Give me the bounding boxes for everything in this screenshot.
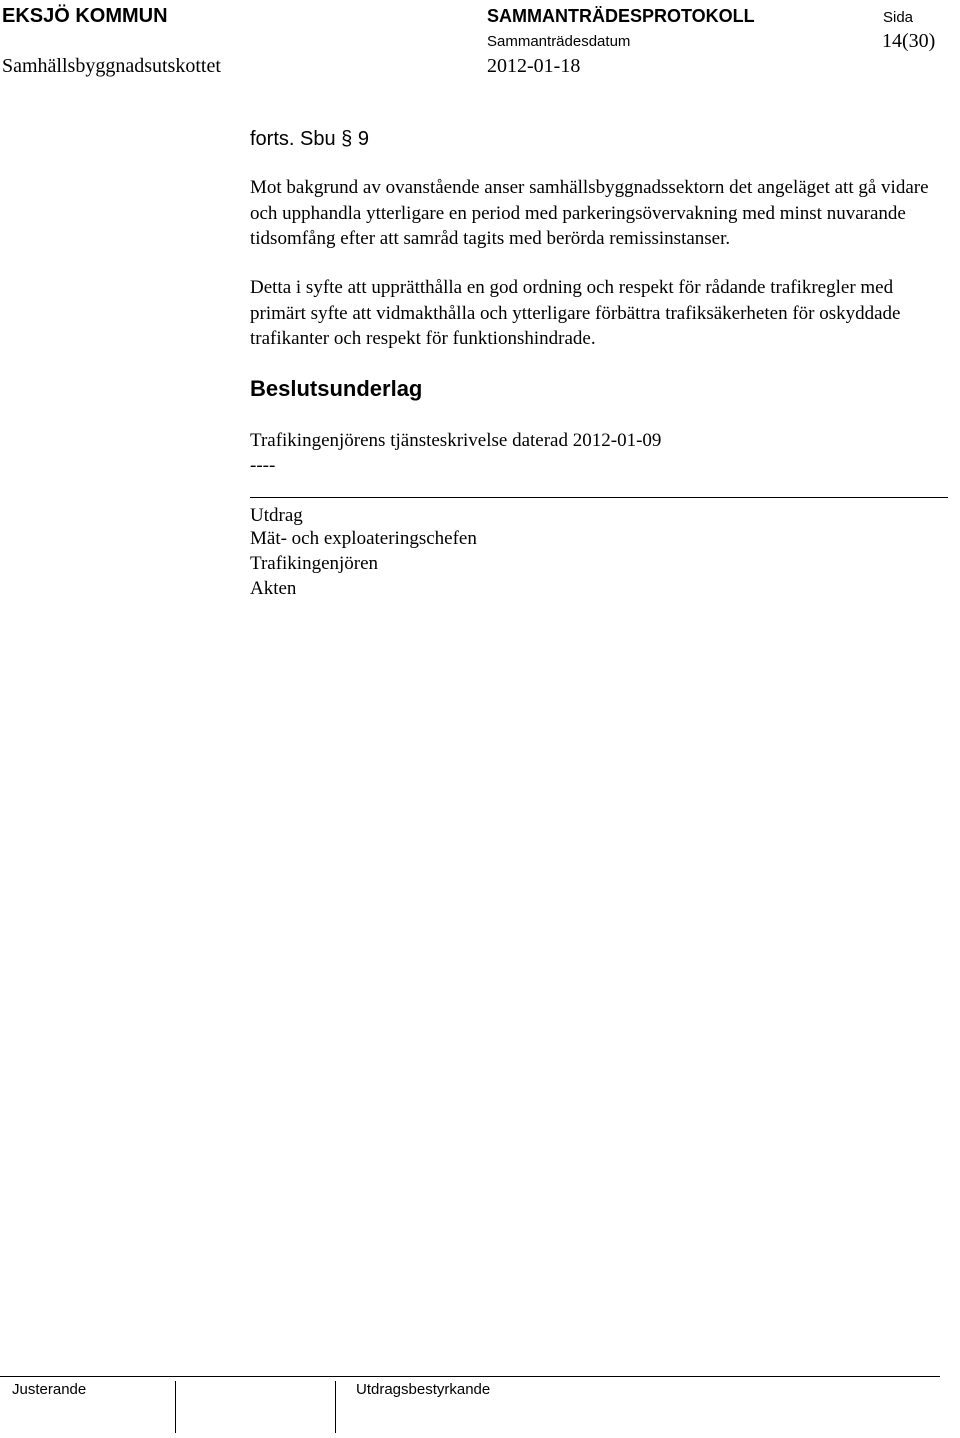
extract-label: Utdrag — [250, 505, 303, 526]
signature-box-divider — [175, 1381, 176, 1433]
dashes-separator: ---- — [250, 455, 276, 476]
meeting-date-label: Sammanträdesdatum — [487, 33, 631, 50]
decision-basis-heading: Beslutsunderlag — [250, 376, 423, 401]
footer-utdragsbestyrkande-label: Utdragsbestyrkande — [356, 1381, 491, 1398]
page-number: 14(30) — [882, 30, 936, 52]
committee-name: Samhällsbyggnadsutskottet — [2, 55, 221, 77]
footer-divider — [0, 1376, 940, 1377]
section-reference: forts. Sbu § 9 — [250, 128, 369, 150]
paragraph-1: Mot bakgrund av ovanstående anser samhällsbyggnadssektorn det angeläget att gå vidare och upphandla ytterligare en period med parkeringsövervakning med minst nuvarande tidsomfång efter att samråd tagits med berörda remissinstanser. — [250, 177, 929, 249]
protocol-title: SAMMANTRÄDESPROTOKOLL — [487, 6, 755, 26]
page-label: Sida — [883, 9, 914, 26]
separator-line — [250, 497, 948, 498]
recipient-item: Akten — [250, 578, 297, 599]
decision-basis-text: Trafikingenjörens tjänsteskrivelse daterad 2012-01-09 — [250, 430, 662, 451]
recipient-item: Mät- och exploateringschefen — [250, 528, 477, 549]
signature-box-divider — [335, 1381, 336, 1433]
org-name: EKSJÖ KOMMUN — [2, 5, 168, 27]
recipient-item: Trafikingenjören — [250, 553, 379, 574]
footer-justerande-label: Justerande — [12, 1381, 87, 1398]
meeting-date: 2012-01-18 — [487, 55, 581, 77]
paragraph-2: Detta i syfte att upprätthålla en god ordning och respekt för rådande trafikregler med primärt syfte att vidmakthålla och ytterligare förbättra trafiksäkerheten för oskyddade trafikanter och respekt för funktionshindrade. — [250, 277, 901, 349]
